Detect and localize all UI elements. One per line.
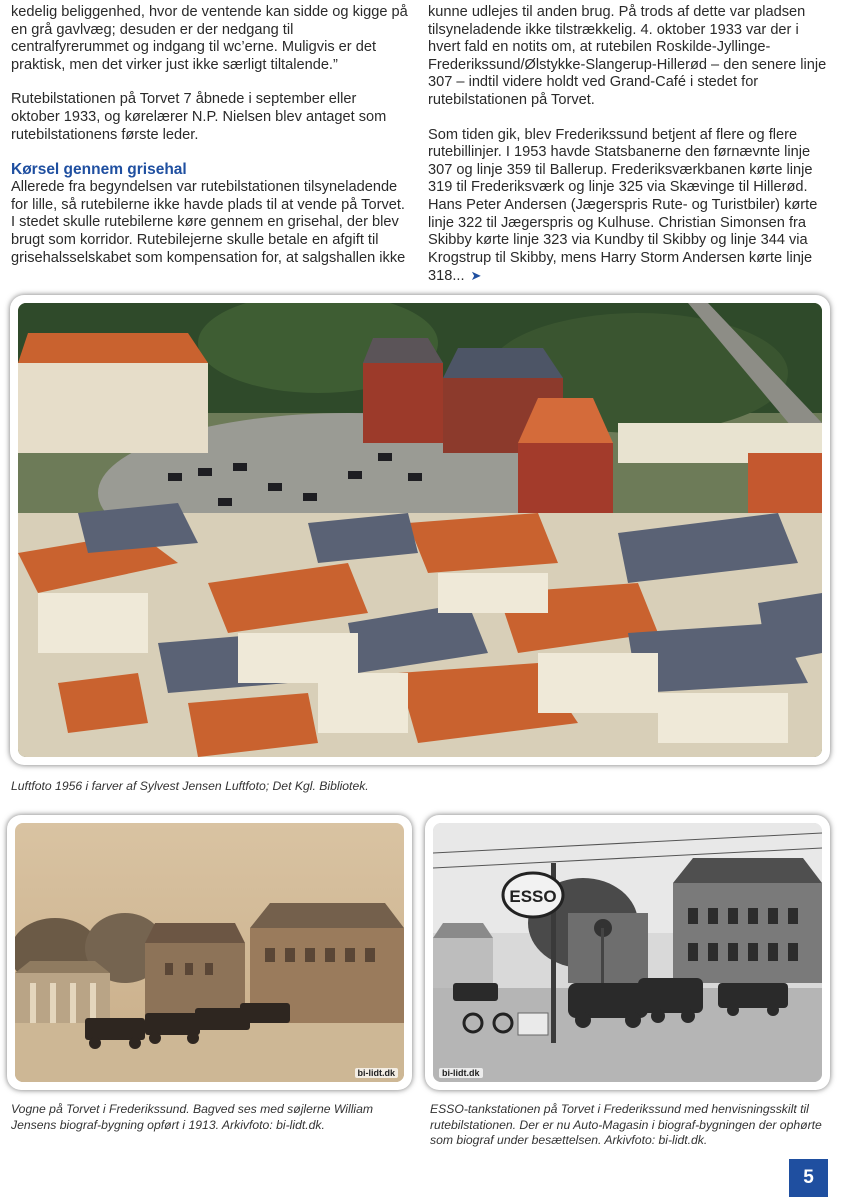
vintage-square-photo-frame — [7, 815, 412, 1090]
esso-photo — [433, 823, 822, 1082]
esso-station-image — [433, 823, 822, 1082]
esso-sign-text: ESSO — [509, 887, 557, 906]
esso-photo-caption: ESSO-tankstationen på Torvet i Frederikssund med henvisningsskilt til rutebilstationen. Der er nu Auto-Magasin i biograf-bygningen der ophørte som biograf under besættelsen. Arkivfoto: bi-lidt.dk. — [430, 1102, 822, 1148]
body-paragraph: kedelig beliggenhed, hvor de ventende kan sidde og kigge på en grå gavlvæg; desuden er der nedgang til centralfyrerummet og indgang til wc’erne. Muligvis er det praktisk, men det virker just ikke særligt tiltalende.” — [11, 4, 408, 73]
vintage-square-photo — [15, 823, 404, 1082]
aerial-town-square-image — [18, 303, 822, 757]
photo-watermark: bi-lidt.dk — [355, 1068, 399, 1078]
body-paragraph: kunne udlejes til anden brug. På trods af dette var pladsen tilsyneladende ikke tilstrækkelig. 4. oktober 1933 var der i hvert fald en notits om, at rutebilen Roskilde-Jyllinge-Frederikssund/Ølstykke-Slangerup-Hillerød – den senere linje 307 – indtil videre holdt ved Grand-Café i stedet for rutebilstationen på Torvet. — [428, 4, 827, 108]
right-text-column — [428, 4, 828, 286]
photo-watermark: bi-lidt.dk — [439, 1068, 483, 1078]
body-paragraph-text: Som tiden gik, blev Frederikssund betjent af flere og flere rutebillinjer. I 1953 havde Statsbanerne den førnævnte linje 307 og linje 359 til Ballerup. Frederiksværkbanen kørte linje 319 til Frederiksværk og linje 325 via Skævinge til Hillerød. Hans Peter Andersen (Jægerspris Rute- og Turistbiler) kørte linje 322 til Jægerspris og Kulhuse. Christian Simonsen fra Skibby kørte linje 323 via Kundby til Skibby og linje 344 via Krogstrup til Skibby, mens Harry Storm Andersen kørte linje 318... — [428, 126, 818, 285]
body-paragraph: Allerede fra begyndelsen var rutebilstationen tilsyneladende for lille, så rutebilerne ikke havde plads til at vende på Torvet. I stedet skulle rutebilerne køre gennem en grisehal, der blev brugt som korridor. Rutebilejerne skulle betale en afgift til grisehalsselskabet som kompensation for, at salgshallen ikke — [11, 179, 406, 266]
aerial-photo-frame — [10, 295, 830, 765]
aerial-photo-caption: Luftfoto 1956 i farver af Sylvest Jensen Luftfoto; Det Kgl. Bibliotek. — [11, 779, 369, 793]
body-paragraph: Rutebilstationen på Torvet 7 åbnede i september eller oktober 1933, og kørelærer N.P. Nielsen blev antaget som rutebilstationens første leder. — [11, 91, 387, 143]
section-subheading: Kørsel gennem grisehal — [11, 161, 187, 179]
left-text-column — [11, 4, 409, 267]
vintage-photo-caption: Vogne på Torvet i Frederikssund. Bagved ses med søjlerne William Jensens biograf-bygning opført i 1913. Arkivfoto: bi-lidt.dk. — [11, 1102, 374, 1132]
vintage-cars-square-image — [15, 823, 404, 1082]
esso-photo-frame — [425, 815, 830, 1090]
page-number: 5 — [789, 1159, 828, 1197]
aerial-photo — [18, 303, 822, 757]
continue-arrow-icon: ➤ — [470, 268, 482, 284]
body-paragraph-last — [428, 127, 828, 286]
